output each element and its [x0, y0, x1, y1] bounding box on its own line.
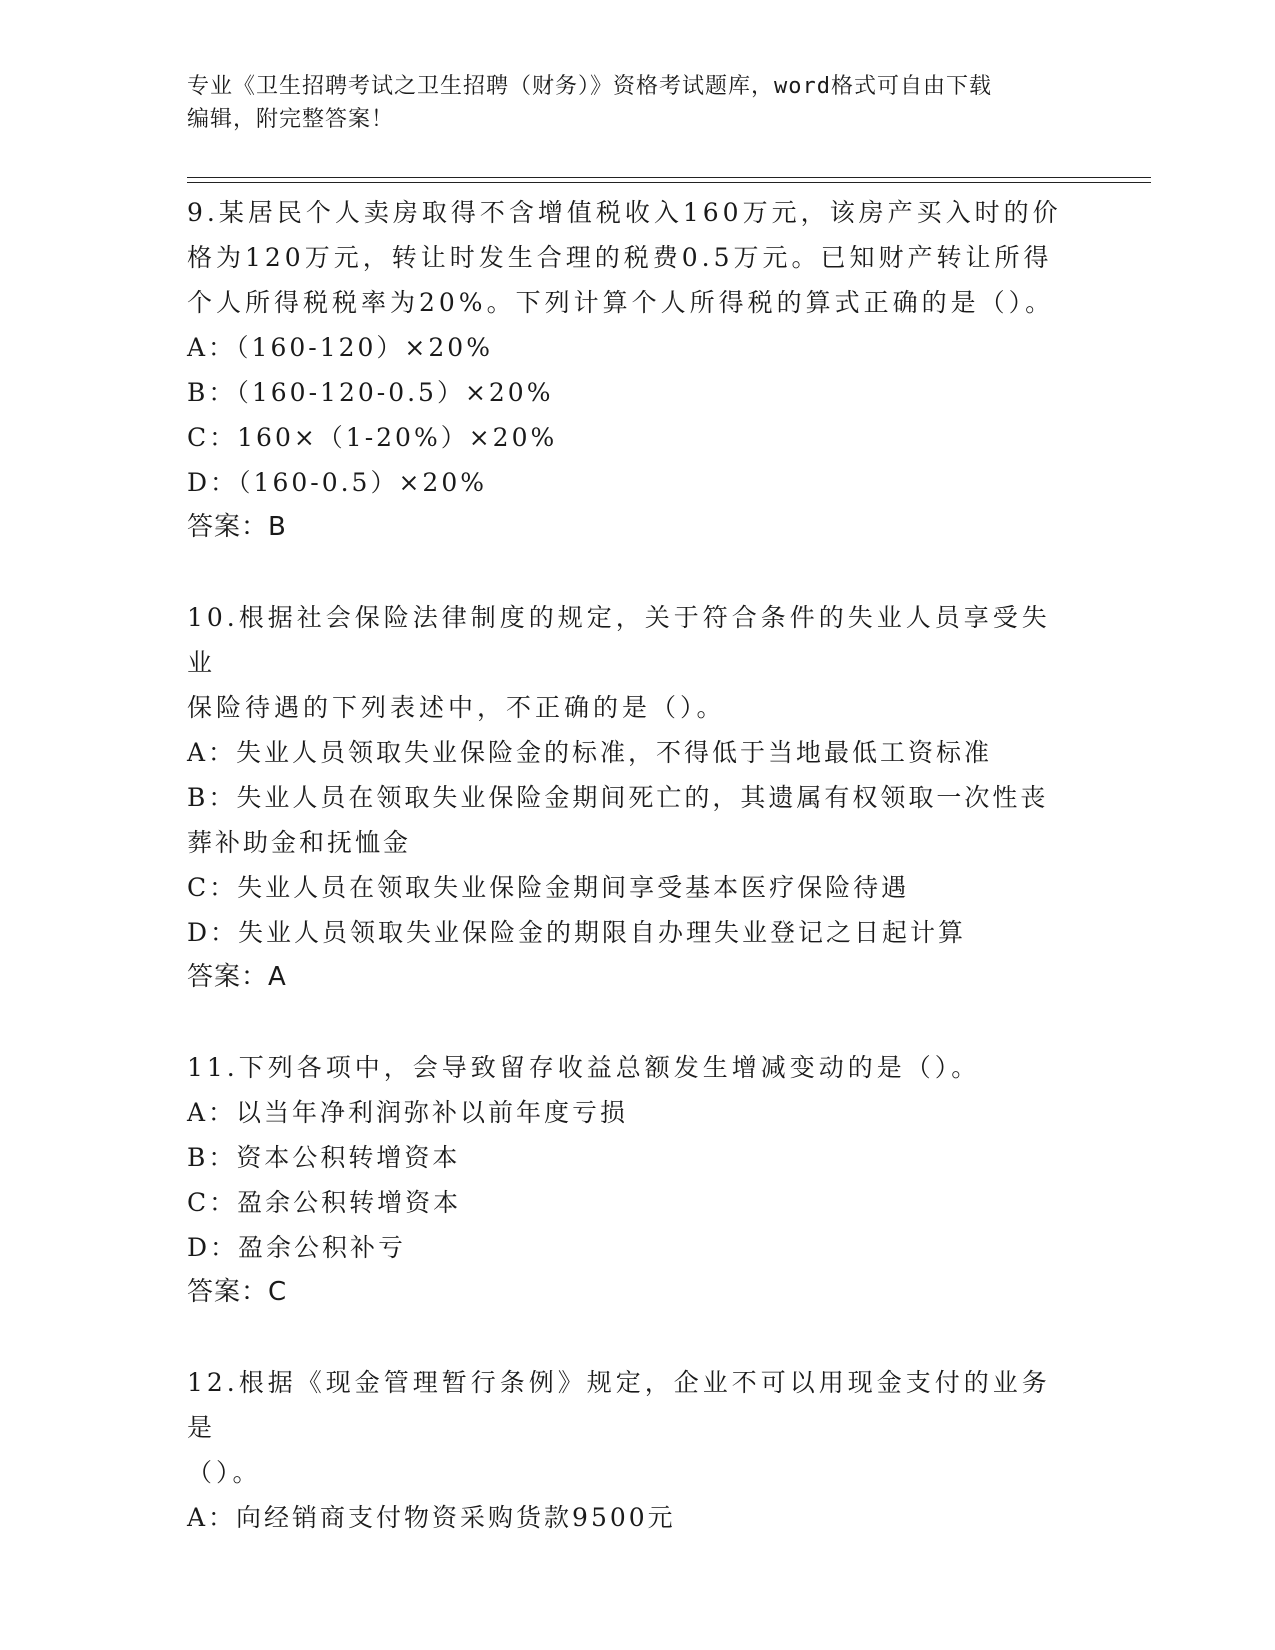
answer-option-line: B：失业人员在领取失业保险金期间死亡的，其遗属有权领取一次性丧: [187, 783, 1049, 812]
question-spacer: [187, 550, 1077, 595]
answer-key: 答案：A: [187, 962, 287, 992]
answer-option-line: C：盈余公积转增资本: [187, 1188, 462, 1217]
question-stem-line: 格为120万元，转让时发生合理的税费0.5万元。已知财产转让所得: [187, 243, 1053, 272]
answer-option-line: C：160×（1-20%）×20%: [187, 423, 558, 452]
question-spacer: [187, 1315, 1077, 1360]
question-block: [187, 595, 1077, 1000]
question-block: [187, 1045, 1077, 1315]
answer-option-line: D：盈余公积补亏: [187, 1233, 407, 1262]
header-rule-top: [187, 177, 1151, 178]
answer-option-line: A：以当年净利润弥补以前年度亏损: [187, 1098, 629, 1127]
question-list: [187, 190, 1077, 1540]
question-spacer: [187, 1000, 1077, 1045]
question-stem-line: 10.根据社会保险法律制度的规定，关于符合条件的失业人员享受失业: [187, 603, 1051, 677]
header-line-1: 专业《卫生招聘考试之卫生招聘（财务）》资格考试题库，word格式可自由下载: [187, 74, 992, 99]
question-block: [187, 190, 1077, 550]
header-line-2: 编辑，附完整答案！: [187, 107, 395, 132]
answer-option-line: B：（160-120-0.5）×20%: [187, 378, 554, 407]
document-header: [187, 70, 1087, 136]
answer-option-line: D：（160-0.5）×20%: [187, 468, 487, 497]
question-stem-line: 9.某居民个人卖房取得不含增值税收入160万元，该房产买入时的价: [187, 198, 1062, 227]
question-block: [187, 1360, 1077, 1540]
question-stem-line: （）。: [187, 1458, 262, 1487]
question-stem-line: 11.下列各项中，会导致留存收益总额发生增减变动的是（）。: [187, 1053, 981, 1082]
header-rule-bottom: [187, 182, 1151, 183]
answer-option-line: B：资本公积转增资本: [187, 1143, 461, 1172]
answer-option-line: A：失业人员领取失业保险金的标准，不得低于当地最低工资标准: [187, 738, 993, 767]
answer-option-line: 葬补助金和抚恤金: [187, 828, 412, 857]
answer-option-line: D：失业人员领取失业保险金的期限自办理失业登记之日起计算: [187, 918, 967, 947]
answer-key: 答案：B: [187, 512, 287, 542]
question-stem-line: 个人所得税税率为20%。下列计算个人所得税的算式正确的是（）。: [187, 288, 1055, 317]
question-stem-line: 12.根据《现金管理暂行条例》规定，企业不可以用现金支付的业务是: [187, 1368, 1051, 1442]
answer-option-line: A：向经销商支付物资采购货款9500元: [187, 1503, 676, 1532]
answer-option-line: A：（160-120）×20%: [187, 333, 493, 362]
answer-option-line: C：失业人员在领取失业保险金期间享受基本医疗保险待遇: [187, 873, 910, 902]
answer-key: 答案：C: [187, 1277, 288, 1307]
question-stem-line: 保险待遇的下列表述中，不正确的是（）。: [187, 693, 726, 722]
